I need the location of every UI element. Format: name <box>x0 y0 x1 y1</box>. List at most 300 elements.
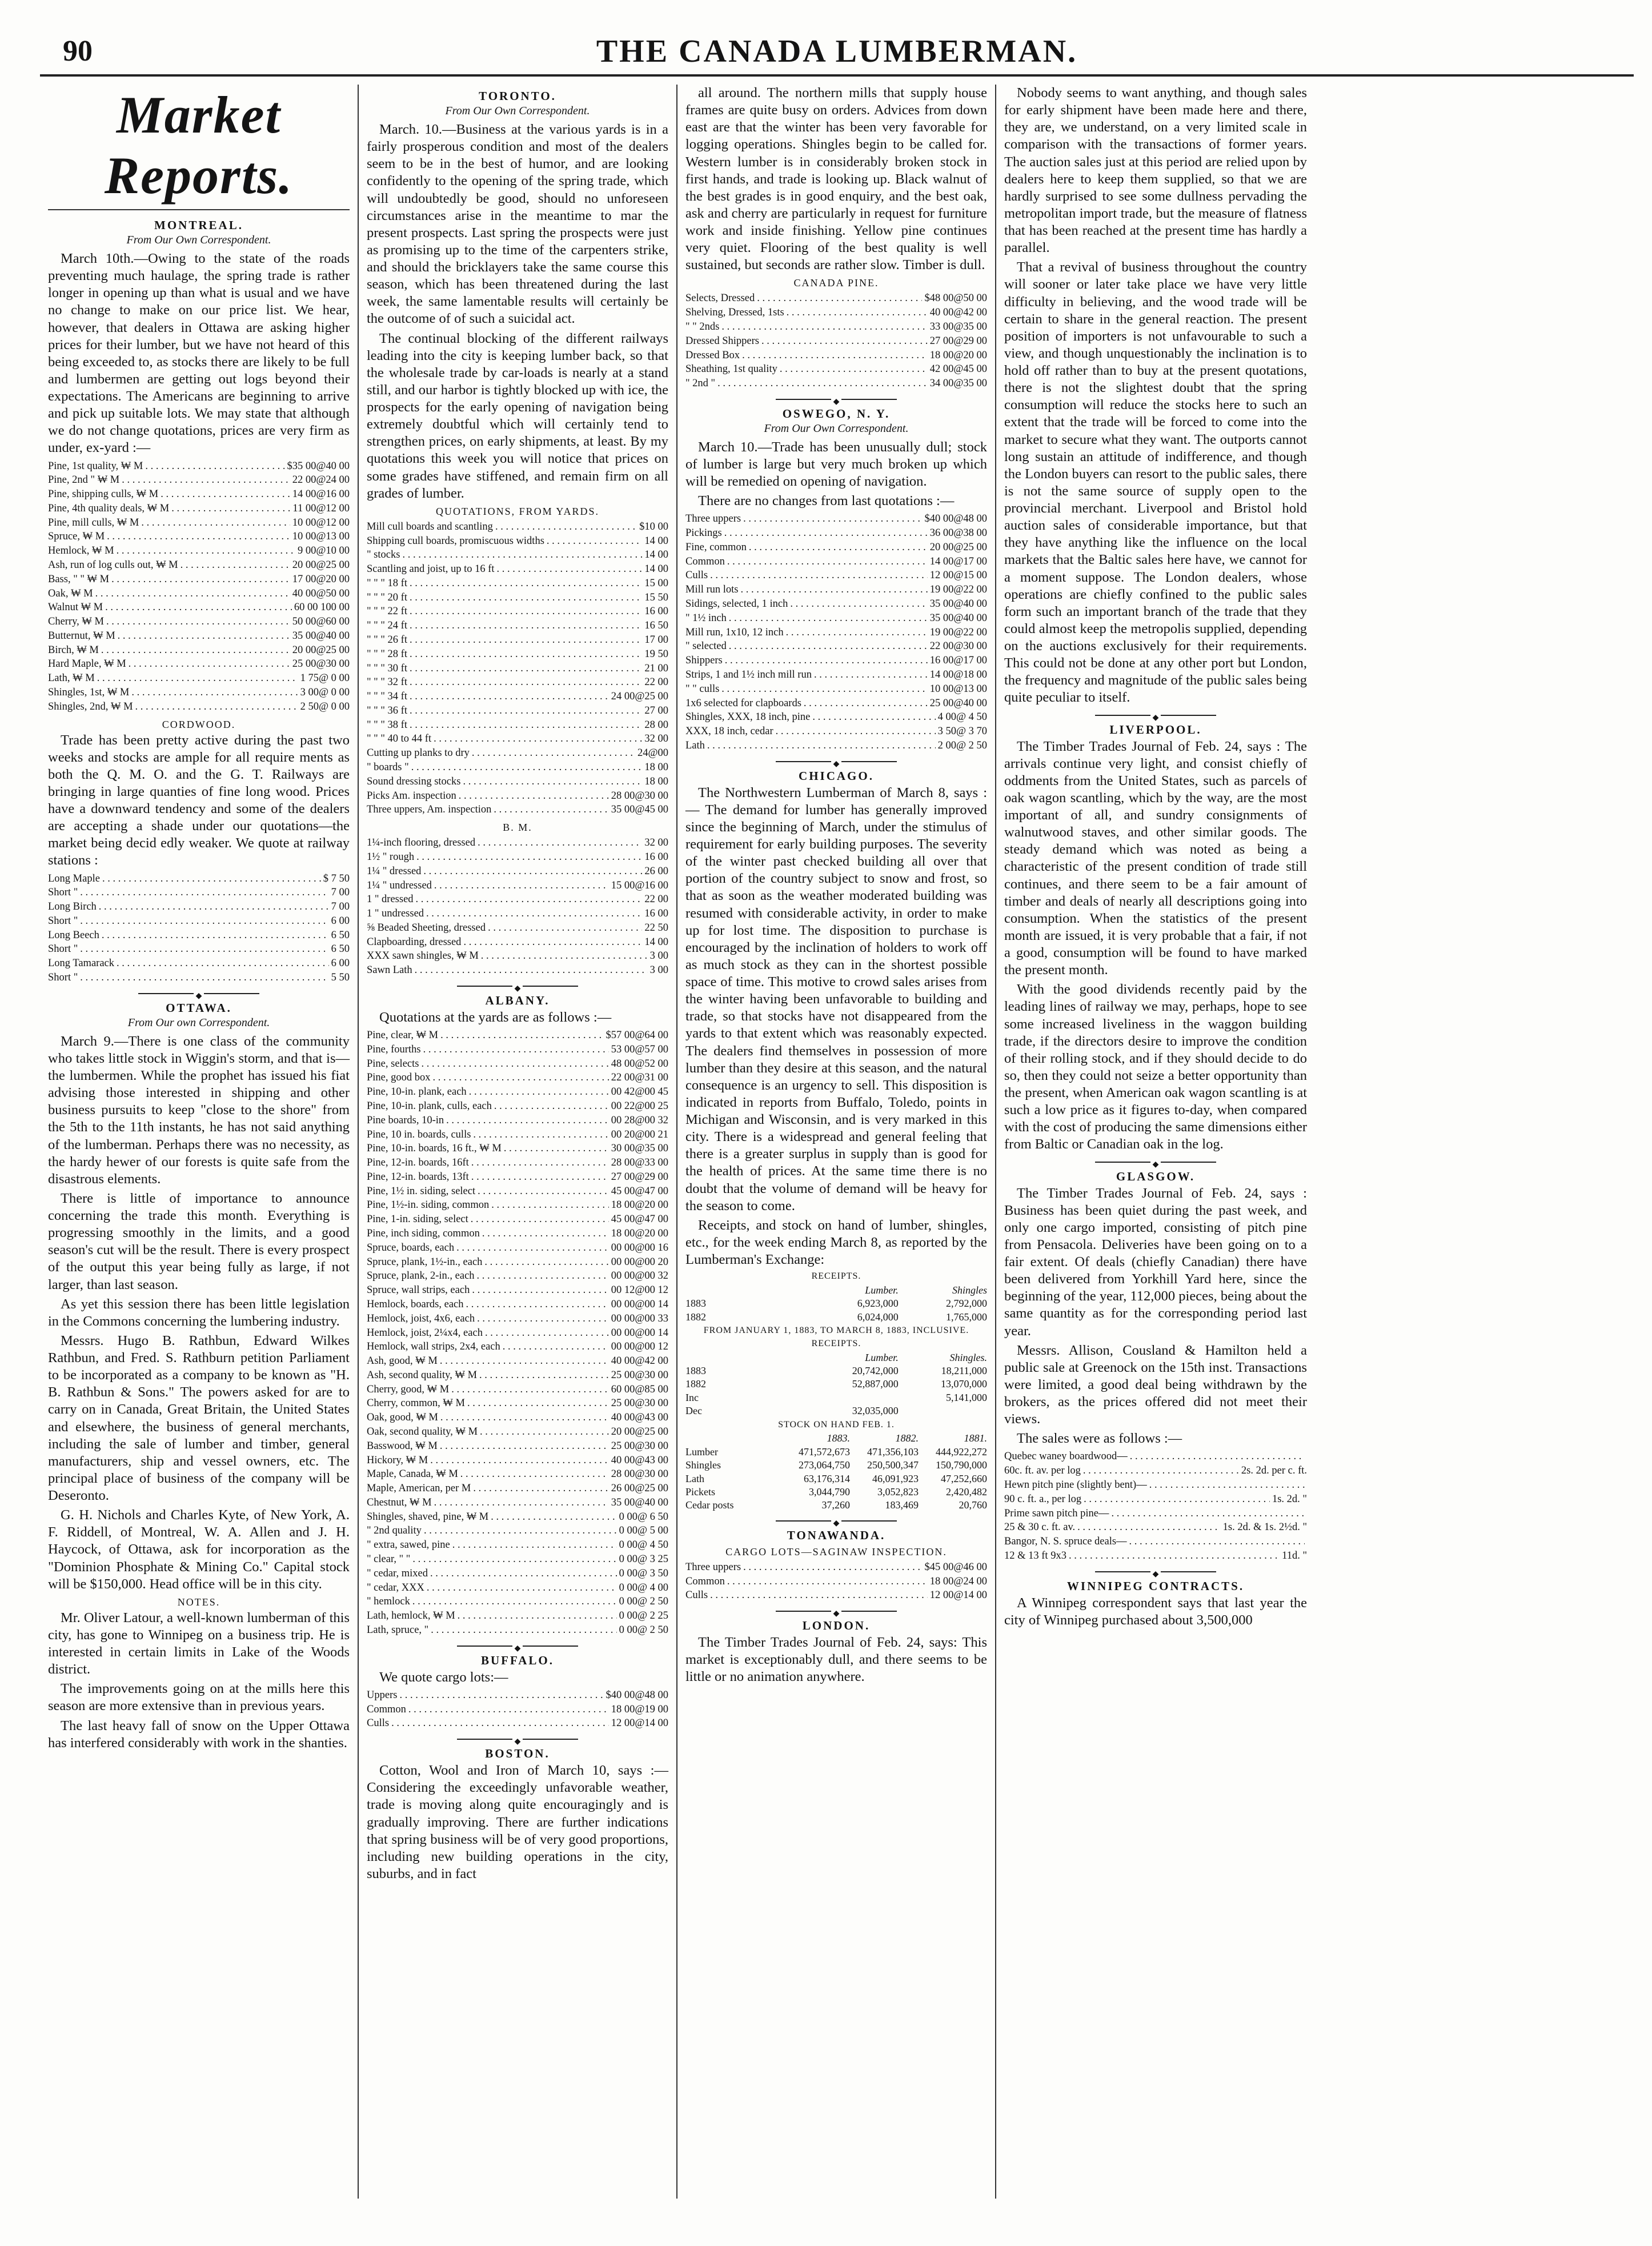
table-row <box>685 1499 987 1512</box>
price-row <box>48 530 350 544</box>
leader-dots <box>478 836 642 850</box>
price-row <box>367 1241 668 1255</box>
price-value: 14 00@16 00 <box>292 489 350 501</box>
table-cell: 150,790,000 <box>936 1459 987 1471</box>
leader-dots <box>456 1241 609 1255</box>
price-value: 15 00@16 00 <box>611 879 668 891</box>
table-row <box>685 1364 987 1378</box>
price-row <box>48 572 350 587</box>
table-cell: 250,500,347 <box>867 1459 919 1471</box>
price-value: 25 00@40 00 <box>929 697 987 709</box>
price-value: 9 00@10 00 <box>297 545 350 557</box>
price-row <box>685 611 987 626</box>
canada-pine-price-list <box>685 291 987 390</box>
ottawa-note: Mr. Oliver Latour, a well-known lumberman of this city, has gone to Winnipeg on a business trip. He is interested in certain limits in Lake of the Woods district. <box>48 1610 350 1678</box>
table-row <box>685 1378 987 1391</box>
price-value: 28 00@30 00 <box>611 1468 668 1480</box>
price-value: 26 00 <box>644 865 668 877</box>
leader-dots <box>452 1538 617 1552</box>
table-cell <box>685 1284 809 1297</box>
price-value: 19 00@22 00 <box>929 584 987 596</box>
price-value: 12 00@14 00 <box>929 1590 987 1602</box>
leader-dots <box>463 775 642 789</box>
toronto-heading: TORONTO. <box>479 89 556 103</box>
price-value: 12 00@15 00 <box>929 570 987 582</box>
price-row <box>685 541 987 555</box>
price-row <box>367 1688 668 1703</box>
price-row <box>685 526 987 541</box>
leader-dots <box>472 746 635 760</box>
price-value: 35 00@40 00 <box>929 598 987 610</box>
table-row <box>685 1391 987 1404</box>
price-row <box>685 334 987 349</box>
leader-dots <box>451 1383 608 1397</box>
price-row <box>367 1114 668 1128</box>
leader-dots <box>743 1560 922 1575</box>
price-value: 10 00@13 00 <box>292 531 350 543</box>
price-row <box>685 724 987 739</box>
price-row <box>1004 1478 1307 1492</box>
price-value: 17 00@20 00 <box>292 573 350 585</box>
montreal-heading: MONTREAL. <box>154 218 243 232</box>
price-value: 25 00@30 00 <box>611 1398 668 1410</box>
price-value: 3 50@ 3 70 <box>937 726 987 738</box>
price-value: $48 00@50 00 <box>924 293 987 305</box>
price-row <box>367 1212 668 1227</box>
table-row <box>685 1297 987 1310</box>
leader-dots <box>424 1524 617 1538</box>
price-value: 3 00 <box>649 950 668 962</box>
price-label: Pine, 1½ in. siding, select <box>367 1185 476 1197</box>
price-row <box>685 1575 987 1589</box>
leader-dots <box>391 1716 609 1731</box>
price-row <box>685 568 987 583</box>
table-cell: 3,044,790 <box>809 1486 850 1498</box>
table-cell: 47,252,660 <box>941 1472 987 1484</box>
price-value: 21 00 <box>644 662 668 674</box>
leader-dots <box>477 1269 609 1283</box>
table-cell <box>685 1432 781 1445</box>
price-row <box>1004 1549 1307 1563</box>
chicago-heading: CHICAGO. <box>799 768 874 783</box>
columns <box>40 85 1634 2199</box>
leader-dots <box>410 718 642 732</box>
price-value: 40 00@43 00 <box>611 1412 668 1424</box>
leader-dots <box>430 1567 617 1581</box>
price-value: 16 00@17 00 <box>929 655 987 667</box>
leader-dots <box>440 1439 609 1454</box>
leader-dots <box>423 1043 609 1057</box>
price-row <box>367 1567 668 1581</box>
price-row <box>48 900 350 914</box>
price-value: 45 00@47 00 <box>611 1214 668 1226</box>
price-label: 60c. ft. av. per log <box>1004 1465 1081 1477</box>
price-value: 16 50 <box>644 620 668 632</box>
section-divider: ◆ <box>48 991 350 996</box>
price-value: 00 00@00 32 <box>611 1270 668 1282</box>
price-row <box>685 597 987 611</box>
price-label: 1 " dressed <box>367 894 414 906</box>
ottawa-paragraph: As yet this session there has been little legislation in the Commons concerning the lumbering industry. <box>48 1296 350 1329</box>
price-value: 1s. 2d. " <box>1272 1493 1307 1505</box>
section-divider: ◆ <box>685 397 987 402</box>
price-value: 28 00@33 00 <box>611 1157 668 1169</box>
price-row <box>367 949 668 963</box>
column-4 <box>996 85 1315 2199</box>
leader-dots <box>399 1688 603 1703</box>
price-row <box>48 671 350 686</box>
price-row <box>367 1142 668 1156</box>
price-value: $ 7 50 <box>323 872 350 884</box>
price-row <box>367 1057 668 1071</box>
oswego-paragraph: There are no changes from last quotations :— <box>698 493 955 509</box>
price-label: Oak, good, ₩ M <box>367 1412 438 1424</box>
price-label: Cherry, good, ₩ M <box>367 1383 450 1395</box>
price-row <box>367 1703 668 1717</box>
leader-dots <box>412 1595 617 1609</box>
leader-dots <box>459 789 609 803</box>
price-row <box>685 320 987 334</box>
price-value: 22 00@24 00 <box>292 474 350 486</box>
price-label: Hemlock, wall strips, 2x4, each <box>367 1341 500 1353</box>
leader-dots <box>749 541 928 555</box>
leader-dots <box>458 1609 617 1623</box>
price-label: Long Birch <box>48 901 97 913</box>
price-label: 90 c. ft. a., per log <box>1004 1493 1082 1505</box>
table-cell: 183,469 <box>885 1499 919 1511</box>
price-row <box>367 1467 668 1482</box>
leader-dots <box>463 935 642 950</box>
leader-dots <box>503 1340 609 1354</box>
ottawa-paragraph: G. H. Nichols and Charles Kyte, of New York, A. F. Riddell, of Montreal, W. A. Allen and J. H. Haycock, of Ottawa, ask for incorporation as the "Dominion Phosphate & Mining Co." Capital stock will be $150,000. Head office will be in this city. <box>48 1507 350 1592</box>
price-label: Common <box>685 555 725 567</box>
price-row <box>367 1716 668 1731</box>
price-value: 00 00@00 12 <box>611 1341 668 1353</box>
price-label: Shelving, Dressed, 1sts <box>685 307 784 319</box>
price-row <box>685 555 987 569</box>
price-label: " " " 36 ft <box>367 704 407 716</box>
ottawa-paragraph: March 9.—There is one class of the community who takes little stock in Wiggin's storm, and that is—the lumbermen. While the prophet has issued his fiat advising those interested in shipping and other business pursuits to keep "close to the shore" from the 5th to the 11th instants, he has not said anything of the lumberman. Perhaps there was no necessity, as the hardy hewer of our forests is quite safe from the disastrous elements. <box>48 1033 350 1187</box>
table-cell: Lumber. <box>865 1351 899 1363</box>
price-label: Pine, 1-in. siding, select <box>367 1214 468 1226</box>
table-cell: 471,356,103 <box>867 1446 919 1458</box>
column-3 <box>677 85 996 2199</box>
leader-dots <box>410 690 609 704</box>
price-label: Pine, clear, ₩ M <box>367 1030 439 1042</box>
price-label: Long Tamarack <box>48 958 114 970</box>
leader-dots <box>1129 1535 1305 1549</box>
price-label: Short " <box>48 943 78 955</box>
leader-dots <box>466 1298 609 1312</box>
leader-dots <box>478 1184 609 1199</box>
price-value: 33 00@35 00 <box>929 321 987 333</box>
price-row <box>367 1312 668 1326</box>
price-row <box>48 487 350 502</box>
cordwood-price-list <box>48 872 350 985</box>
price-value: 22 00 <box>644 676 668 688</box>
leader-dots <box>430 1454 608 1468</box>
price-value: 0 00@ 4 50 <box>619 1539 668 1551</box>
leader-dots <box>504 1142 609 1156</box>
price-label: Common <box>685 1575 725 1587</box>
leader-dots <box>721 682 927 696</box>
leader-dots <box>710 1588 928 1603</box>
price-label: Shippers <box>685 655 723 667</box>
table-cell: Lumber. <box>865 1284 899 1296</box>
price-row <box>367 690 668 704</box>
price-label: Spruce, plank, 2-in., each <box>367 1270 475 1282</box>
leader-dots <box>494 1099 609 1114</box>
price-value: 35 00@40 00 <box>929 612 987 624</box>
price-label: Pine, 12-in. boards, 13ft <box>367 1171 469 1183</box>
price-label: 1¼-inch flooring, dressed <box>367 837 476 849</box>
table-header-row <box>685 1351 987 1364</box>
price-value: 28 00 <box>644 719 668 731</box>
table-cell: 273,064,750 <box>799 1459 850 1471</box>
page-number: 90 <box>63 35 93 67</box>
price-label: 25 & 30 c. ft. av. <box>1004 1522 1076 1534</box>
table-cell: 1882. <box>895 1432 919 1444</box>
price-value: 27 00@29 00 <box>929 335 987 347</box>
leader-dots <box>485 1326 609 1340</box>
leader-dots <box>434 879 609 893</box>
price-label: Prime sawn pitch pine— <box>1004 1507 1109 1519</box>
price-value: 42 00@45 00 <box>929 363 987 375</box>
price-value: 50 00@60 00 <box>292 616 350 628</box>
price-row <box>48 686 350 700</box>
price-label: Oak, second quality, ₩ M <box>367 1426 478 1438</box>
leader-dots <box>135 700 298 714</box>
price-value: $57 00@64 00 <box>606 1030 668 1042</box>
leader-dots <box>423 864 642 879</box>
price-value: 45 00@47 00 <box>611 1185 668 1197</box>
price-label: Fine, common <box>685 541 747 553</box>
price-value: 2 00@ 2 50 <box>937 739 987 751</box>
leader-dots <box>440 1354 609 1368</box>
chicago-receipts-table <box>685 1271 987 1512</box>
table-cell: Shingles. <box>949 1351 987 1363</box>
leader-dots <box>107 530 290 544</box>
price-row <box>48 928 350 943</box>
leader-dots <box>106 615 290 629</box>
price-value: 00 00@00 33 <box>611 1312 668 1324</box>
table-cell: 2,420,482 <box>946 1486 987 1498</box>
price-value: 00 00@00 16 <box>611 1242 668 1254</box>
price-value: 0 00@ 3 25 <box>619 1554 668 1565</box>
tonawanda-heading: TONAWANDA. <box>787 1528 886 1542</box>
leader-dots <box>131 686 298 700</box>
table-cell: 63,176,314 <box>804 1472 850 1484</box>
section-divider: ◆ <box>685 1608 987 1614</box>
stock-rows <box>685 1432 987 1512</box>
price-label: Long Beech <box>48 929 99 941</box>
price-label: Sound dressing stocks <box>367 775 461 787</box>
price-value: 1s. 2d. & 1s. 2½d. " <box>1222 1522 1307 1534</box>
price-label: Pine, fourths <box>367 1043 421 1055</box>
price-value: 14 00@17 00 <box>929 555 987 567</box>
table-cell: 6,024,000 <box>857 1311 899 1323</box>
price-row <box>685 512 987 526</box>
price-row <box>48 700 350 714</box>
price-row <box>48 914 350 928</box>
leader-dots <box>410 576 642 591</box>
price-row <box>685 639 987 654</box>
price-label: Ash, second quality, ₩ M <box>367 1369 478 1381</box>
tonawanda-price-list <box>685 1560 987 1603</box>
leader-dots <box>471 1212 609 1227</box>
winnipeg-paragraph: A Winnipeg correspondent says that last year the city of Winnipeg purchased about 3,500,000 <box>1004 1595 1307 1628</box>
price-row <box>367 907 668 921</box>
leader-dots <box>408 1703 609 1717</box>
price-row <box>685 291 987 306</box>
price-label: Cherry, ₩ M <box>48 616 104 628</box>
canada-pine-heading: CANADA PINE. <box>793 277 879 289</box>
leader-dots <box>776 724 936 739</box>
price-value: 48 00@52 00 <box>611 1058 668 1070</box>
ottawa-note: The last heavy fall of snow on the Upper Ottawa has interfered considerably with work in the shanties. <box>48 1717 350 1751</box>
leader-dots <box>491 1198 608 1212</box>
leader-dots <box>1111 1507 1305 1521</box>
table-cell: 37,260 <box>821 1499 850 1511</box>
price-label: Common <box>367 1703 406 1715</box>
price-value: 32 00 <box>644 733 668 745</box>
table-cell <box>899 1404 987 1418</box>
leader-dots <box>727 1575 928 1589</box>
leader-dots <box>1077 1520 1220 1535</box>
montreal-paragraph: March 10th.—Owing to the state of the roads preventing much haulage, the spring trade is rather longer in opening up than what is usual and we have no change to make on our price list. We hear, however, that dealers in Ottawa are asking higher prices for their lumber, but we have not heard of this being exceeded to, as stocks there are likely to be full and lumbermen are getting out logs beyond their expectations. The Americans are beginning to arrive and pick up suitable lots. We may state that although we do not change quotations, prices are very firm as under, ex-yard :— <box>48 251 350 456</box>
price-value: $45 00@46 00 <box>924 1561 987 1573</box>
price-label: Short " <box>48 915 78 927</box>
price-value: $40 00@48 00 <box>924 513 987 525</box>
section-divider: ◆ <box>1004 1569 1307 1575</box>
price-label: Spruce, ₩ M <box>48 531 105 543</box>
price-row <box>367 803 668 817</box>
leader-dots <box>469 1085 609 1099</box>
price-row <box>367 604 668 619</box>
toronto-paragraph: The continual blocking of the different railways leading into the city is keeping lumber back, so that the wholesale trade by car-loads is nearly at a stand still, and our harbor is tightly blocked up with ice, the prospects for the early opening of navigation being extremely doubtful which will certainly tend to strengthen prices, on early shipments, at least. By my quotations this week you will notice that prices on some grades have stiffened, and remain firm on all grades of lumber. <box>367 330 668 501</box>
table-cell: 2,792,000 <box>946 1298 987 1310</box>
toronto-quotations-heading: QUOTATIONS, FROM YARDS. <box>436 505 599 517</box>
table-cell: 52,887,000 <box>852 1378 899 1390</box>
leader-dots <box>97 671 298 686</box>
price-row <box>367 850 668 864</box>
price-label: " selected <box>685 640 727 652</box>
price-value: 14 00 <box>644 936 668 948</box>
leader-dots <box>102 872 321 886</box>
glasgow-paragraph: The sales were as follows :— <box>1017 1431 1182 1447</box>
boston-continued-paragraph: all around. The northern mills that supply house frames are quite busy on orders. Advices from down east are that the winter has been very favorable for logging operations. Shingles begin to be called for. Western lumber is in considerably broken stock in first hands, and trade is looking up. Black walnut of the best grades is in good enquiry, and the best oak, ask and cherry are particularly in request for furniture work and inside finishing. Yellow pine continues very quiet. Flooring of the best quality is well sustained, but seconds are rather slow. Timber is dull. <box>685 85 987 273</box>
price-row <box>367 1128 668 1142</box>
price-label: Cutting up planks to dry <box>367 747 470 759</box>
price-value: 27 00@29 00 <box>611 1171 668 1183</box>
price-label: Shingles, XXX, 18 inch, pine <box>685 711 811 723</box>
table-cell: Inc <box>685 1391 699 1403</box>
cordwood-heading: CORDWOOD. <box>162 718 236 730</box>
table-row <box>685 1311 987 1324</box>
leader-dots <box>410 675 642 690</box>
price-row <box>48 956 350 971</box>
table-cell: 1,765,000 <box>946 1311 987 1323</box>
leader-dots <box>415 963 648 978</box>
leader-dots <box>95 587 290 601</box>
price-label: Hemlock, ₩ M <box>48 545 114 557</box>
price-row <box>48 629 350 643</box>
leader-dots <box>482 1227 609 1241</box>
price-row <box>685 626 987 640</box>
price-row <box>367 921 668 935</box>
price-row <box>367 591 668 605</box>
price-label: Mill run lots <box>685 584 739 596</box>
price-row <box>367 1609 668 1623</box>
price-label: Short " <box>48 972 78 984</box>
price-label: Mill run, 1x10, 12 inch <box>685 626 784 638</box>
price-value: 14 00 <box>644 535 668 547</box>
leader-dots <box>434 1496 609 1510</box>
price-label: Mill cull boards and scantling <box>367 521 493 533</box>
price-row <box>367 562 668 576</box>
glasgow-paragraph: The Timber Trades Journal of Feb. 24, says : Business has been quiet during the past week, and only one cargo imported, consisting of pitch pine from Pensacola. Deliveries have been going on to a fair extent. Of deals (chiefly Canadian) there have been delivered from Yorkhill Yard here, since the beginning of the year, 112,000 pieces, being about the same quantity as for the corresponding period last year. <box>1004 1185 1307 1339</box>
table-cell: 13,070,000 <box>941 1378 987 1390</box>
price-label: Culls <box>685 570 708 582</box>
price-value: 35 00@40 00 <box>611 1496 668 1508</box>
leader-dots <box>161 487 290 502</box>
table-cell <box>685 1351 809 1364</box>
london-paragraph: The Timber Trades Journal of Feb. 24, says: This market is exceptionably dull, and there seems to be little or no animation anywhere. <box>685 1635 987 1685</box>
price-label: " " " 26 ft <box>367 634 407 646</box>
leader-dots <box>790 597 927 611</box>
leader-dots <box>707 739 936 753</box>
price-value: 26 00@25 00 <box>611 1483 668 1495</box>
london-continued-paragraph: Nobody seems to want anything, and though sales for early shipment have been made here and there, they are, we understand, on a very limited scale in comparison with the transactions of former years. The auction sales just at this period are relied upon by dealers here to keep them supplied, so that we are hardly surprised to see some dullness pervading the metropolitan import trade, but the measure of flatness that has been reached at the present time has hardly a parallel. <box>1004 85 1307 256</box>
price-row <box>685 654 987 668</box>
glasgow-sales-list <box>1004 1450 1307 1563</box>
price-value: 60 00@85 00 <box>611 1383 668 1395</box>
leader-dots <box>410 604 642 619</box>
leader-dots <box>431 1623 616 1638</box>
price-row <box>367 1383 668 1397</box>
price-row <box>685 1560 987 1575</box>
price-row <box>367 892 668 907</box>
price-label: " 2nd quality <box>367 1525 422 1537</box>
price-row <box>48 886 350 900</box>
leader-dots <box>410 591 642 605</box>
price-row <box>367 1595 668 1609</box>
price-label: Three uppers <box>685 513 741 525</box>
price-row <box>367 718 668 732</box>
leader-dots <box>402 548 642 562</box>
leader-dots <box>780 362 928 377</box>
price-label: " stocks <box>367 549 400 561</box>
section-divider: ◆ <box>1004 712 1307 718</box>
price-value: 0 00@ 6 50 <box>619 1511 668 1523</box>
leader-dots <box>480 1425 609 1439</box>
liverpool-heading: LIVERPOOL. <box>1109 722 1202 736</box>
price-value: 10 00@12 00 <box>292 517 350 529</box>
table-cell: Pickets <box>685 1486 715 1498</box>
price-value: 14 00 <box>644 549 668 561</box>
price-value: 19 50 <box>644 648 668 660</box>
leader-dots <box>416 892 643 907</box>
leader-dots <box>118 629 290 643</box>
price-row <box>367 1425 668 1439</box>
price-label: 1 " undressed <box>367 908 424 920</box>
price-value: 18 00@24 00 <box>929 1575 987 1587</box>
price-label: 1½ " rough <box>367 851 415 863</box>
price-row <box>367 576 668 591</box>
table-cell: 1881. <box>964 1432 987 1444</box>
table-cell: 471,572,673 <box>799 1446 850 1458</box>
leader-dots <box>724 526 928 541</box>
